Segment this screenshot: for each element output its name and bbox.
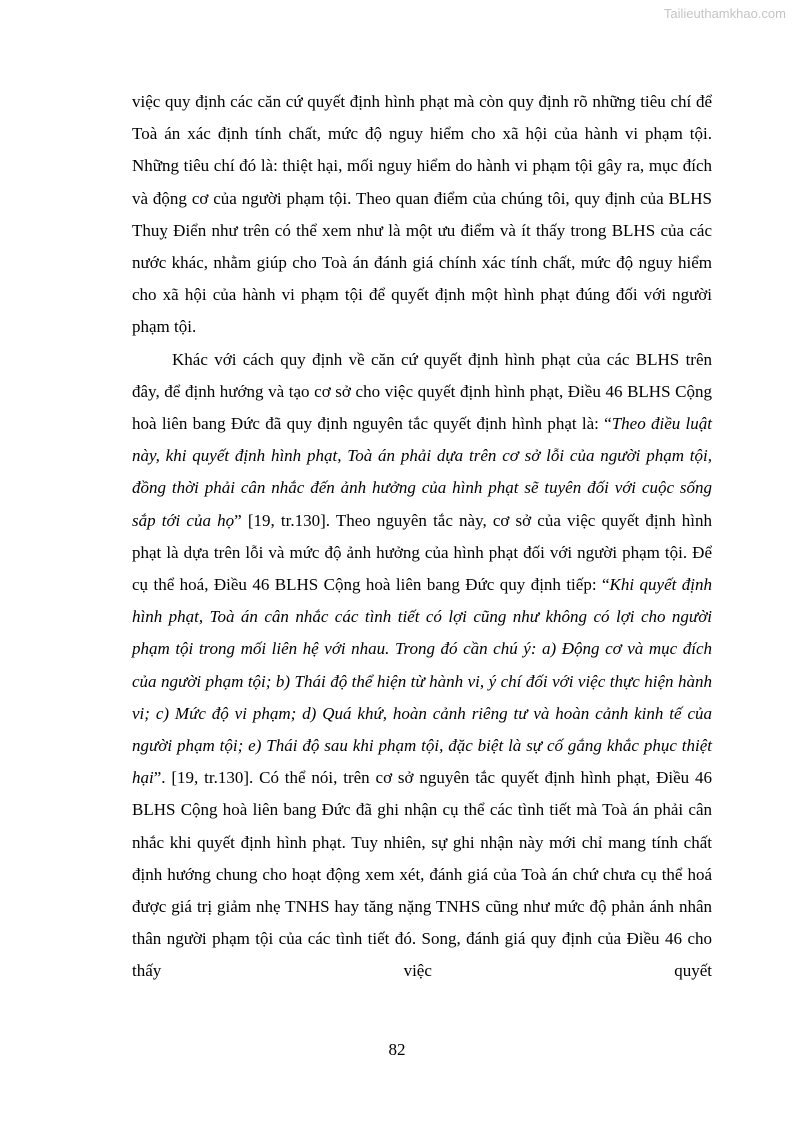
page-body	[132, 86, 712, 988]
paragraph-2-text-3: ”. [19, tr.130]. Có thể nói, trên cơ sở nguyên tắc quyết định hình phạt, Điều 46 BLHS Cộng hoà liên bang Đức đã ghi nhận cụ thể các tình tiết mà Toà án phải cân nhắc khi quyết định hình phạt. Tuy nhiên, sự ghi nhận này mới chỉ mang tính chất định hướng chung cho hoạt động xem xét, đánh giá của Toà án chứ chưa cụ thể hoá được giá trị giảm nhẹ TNHS hay tăng nặng TNHS cũng như mức độ phản ánh nhân thân người phạm tội của các tình tiết đó. Song, đánh giá quy định của Điều 46 cho thấy việc quyết	[132, 768, 712, 981]
quote-1: Theo điều luật này, khi quyết định hình phạt, Toà án phải dựa trên cơ sở lỗi của người phạm tội, đồng thời phải cân nhắc đến ảnh hưởng của hình phạt sẽ tuyên đối với cuộc sống sắp tới của họ	[132, 414, 712, 530]
paragraph-2-text-2: ” [19, tr.130]. Theo nguyên tắc này, cơ sở của việc quyết định hình phạt là dựa trên lỗi và mức độ ảnh hưởng của hình phạt đối với người phạm tội. Để cụ thể hoá, Điều 46 BLHS Cộng hoà liên bang Đức quy định tiếp: “	[132, 510, 713, 595]
quote-2: Khi quyết định hình phạt, Toà án cân nhắc các tình tiết có lợi cũng như không có lợi cho người phạm tội trong mối liên hệ với nhau. Trong đó cần chú ý: a) Động cơ và mục đích của người phạm tội; b) Thái độ thể hiện từ hành vi, ý chí đối với việc thực hiện hành vi; c) Mức độ vi phạm; d) Quá khứ, hoàn cảnh riêng tư và hoàn cảnh kinh tế của người phạm tội; e) Thái độ sau khi phạm tội, đặc biệt là sự cố gắng khắc phục thiệt hại	[132, 575, 712, 788]
paragraph-2	[132, 344, 712, 988]
watermark: Tailieuthamkhao.com	[663, 6, 786, 21]
page-number: 82	[388, 1040, 406, 1059]
paragraph-1-text: việc quy định các căn cứ quyết định hình phạt mà còn quy định rõ những tiêu chí để Toà án xác định tính chất, mức độ nguy hiểm cho xã hội của hành vi phạm tội. Những tiêu chí đó là: thiệt hại, mối nguy hiểm do hành vi phạm tội gây ra, mục đích và động cơ của người phạm tội. Theo quan điểm của chúng tôi, quy định của BLHS Thuỵ Điển như trên có thể xem như là một ưu điểm và ít thấy trong BLHS của các nước khác, nhằm giúp cho Toà án đánh giá chính xác tính chất, mức độ nguy hiểm cho xã hội của hành vi phạm tội để quyết định một hình phạt đúng đối với người phạm tội.	[132, 92, 712, 337]
paragraph-1	[132, 86, 712, 344]
paragraph-2-text-1: Khác với cách quy định về căn cứ quyết định hình phạt của các BLHS trên đây, để định hướng và tạo cơ sở cho việc quyết định hình phạt, Điều 46 BLHS Cộng hoà liên bang Đức đã quy định nguyên tắc quyết định hình phạt là: “	[132, 349, 712, 434]
